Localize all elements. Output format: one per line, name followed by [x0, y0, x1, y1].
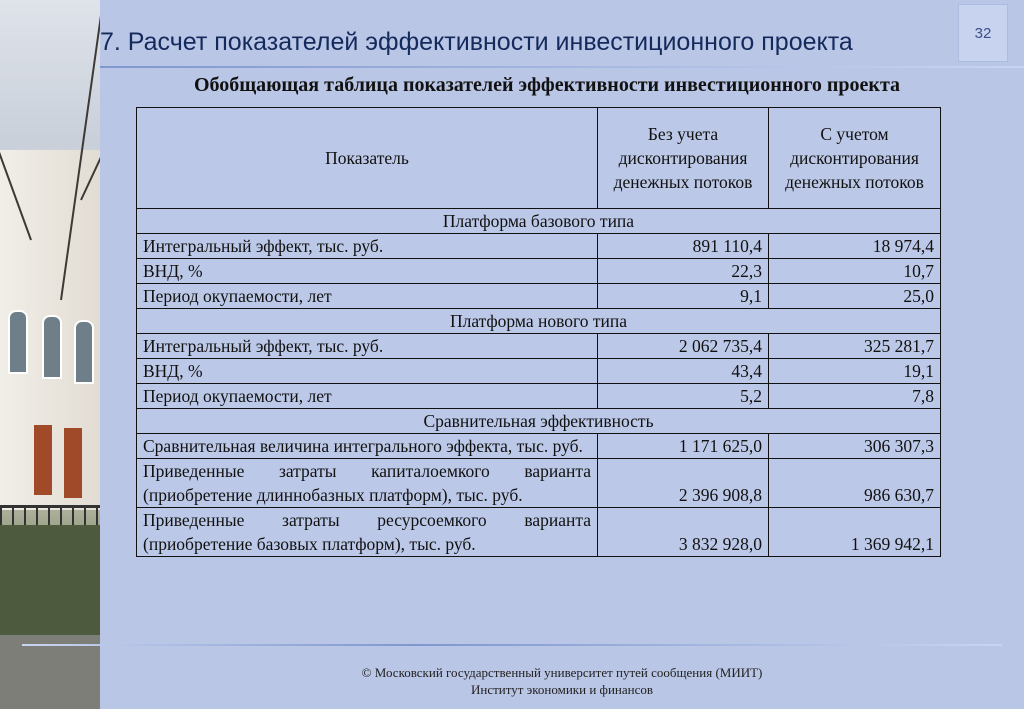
section-title: Сравнительная эффективность	[137, 409, 941, 434]
value-without-discount: 9,1	[598, 284, 769, 309]
footer	[100, 664, 1024, 698]
header-indicator: Показатель	[137, 108, 598, 209]
row-label: Приведенные затраты ресурсоемкого варианта (приобретение базовых платформ), тыс. руб.	[137, 508, 598, 557]
table-row	[137, 459, 941, 508]
table-row	[137, 284, 941, 309]
building-door	[34, 425, 52, 495]
footer-divider	[22, 644, 1002, 646]
value-without-discount: 3 832 928,0	[598, 508, 769, 557]
value-with-discount: 306 307,3	[769, 434, 941, 459]
table-row	[137, 434, 941, 459]
table-row	[137, 334, 941, 359]
title-divider	[100, 66, 1024, 68]
value-without-discount: 22,3	[598, 259, 769, 284]
value-with-discount: 325 281,7	[769, 334, 941, 359]
value-with-discount: 10,7	[769, 259, 941, 284]
value-without-discount: 5,2	[598, 384, 769, 409]
table-row	[137, 359, 941, 384]
row-label: Период окупаемости, лет	[137, 384, 598, 409]
table-row	[137, 384, 941, 409]
value-with-discount: 25,0	[769, 284, 941, 309]
sidewalk	[0, 635, 100, 709]
table-header-row	[137, 108, 941, 209]
row-label: Приведенные затраты капиталоемкого варианта (приобретение длиннобазных платформ), тыс. руб.	[137, 459, 598, 508]
building-window	[74, 320, 94, 384]
value-with-discount: 7,8	[769, 384, 941, 409]
section-title: Платформа базового типа	[137, 209, 941, 234]
row-label: Интегральный эффект, тыс. руб.	[137, 334, 598, 359]
row-label: Интегральный эффект, тыс. руб.	[137, 234, 598, 259]
value-with-discount: 19,1	[769, 359, 941, 384]
slide-title: 7. Расчет показателей эффективности инвестиционного проекта	[100, 28, 853, 56]
section-row	[137, 209, 941, 234]
campus-photo	[0, 0, 100, 709]
value-without-discount: 43,4	[598, 359, 769, 384]
section-title: Платформа нового типа	[137, 309, 941, 334]
section-row	[137, 409, 941, 434]
value-without-discount: 2 396 908,8	[598, 459, 769, 508]
lawn	[0, 525, 100, 635]
value-without-discount: 891 110,4	[598, 234, 769, 259]
row-label: Период окупаемости, лет	[137, 284, 598, 309]
building-door	[64, 428, 82, 498]
table-caption: Обобщающая таблица показателей эффективности инвестиционного проекта	[193, 74, 901, 96]
row-label: Сравнительная величина интегрального эффекта, тыс. руб.	[137, 434, 598, 459]
value-without-discount: 1 171 625,0	[598, 434, 769, 459]
value-with-discount: 1 369 942,1	[769, 508, 941, 557]
slide-number: 32	[958, 4, 1008, 62]
building-window	[42, 315, 62, 379]
building-window	[8, 310, 28, 374]
table-row	[137, 234, 941, 259]
table-row	[137, 508, 941, 557]
header-without-discount: Без учета дисконтирования денежных потоков	[598, 108, 769, 209]
value-with-discount: 986 630,7	[769, 459, 941, 508]
value-with-discount: 18 974,4	[769, 234, 941, 259]
table-row	[137, 259, 941, 284]
efficiency-table	[136, 107, 941, 557]
section-row	[137, 309, 941, 334]
row-label: ВНД, %	[137, 359, 598, 384]
value-without-discount: 2 062 735,4	[598, 334, 769, 359]
row-label: ВНД, %	[137, 259, 598, 284]
footer-university: © Московский государственный университет путей сообщения (МИИТ)	[361, 665, 763, 680]
header-with-discount: С учетом дисконтирования денежных потоков	[769, 108, 941, 209]
footer-institute: Институт экономики и финансов	[470, 682, 654, 697]
